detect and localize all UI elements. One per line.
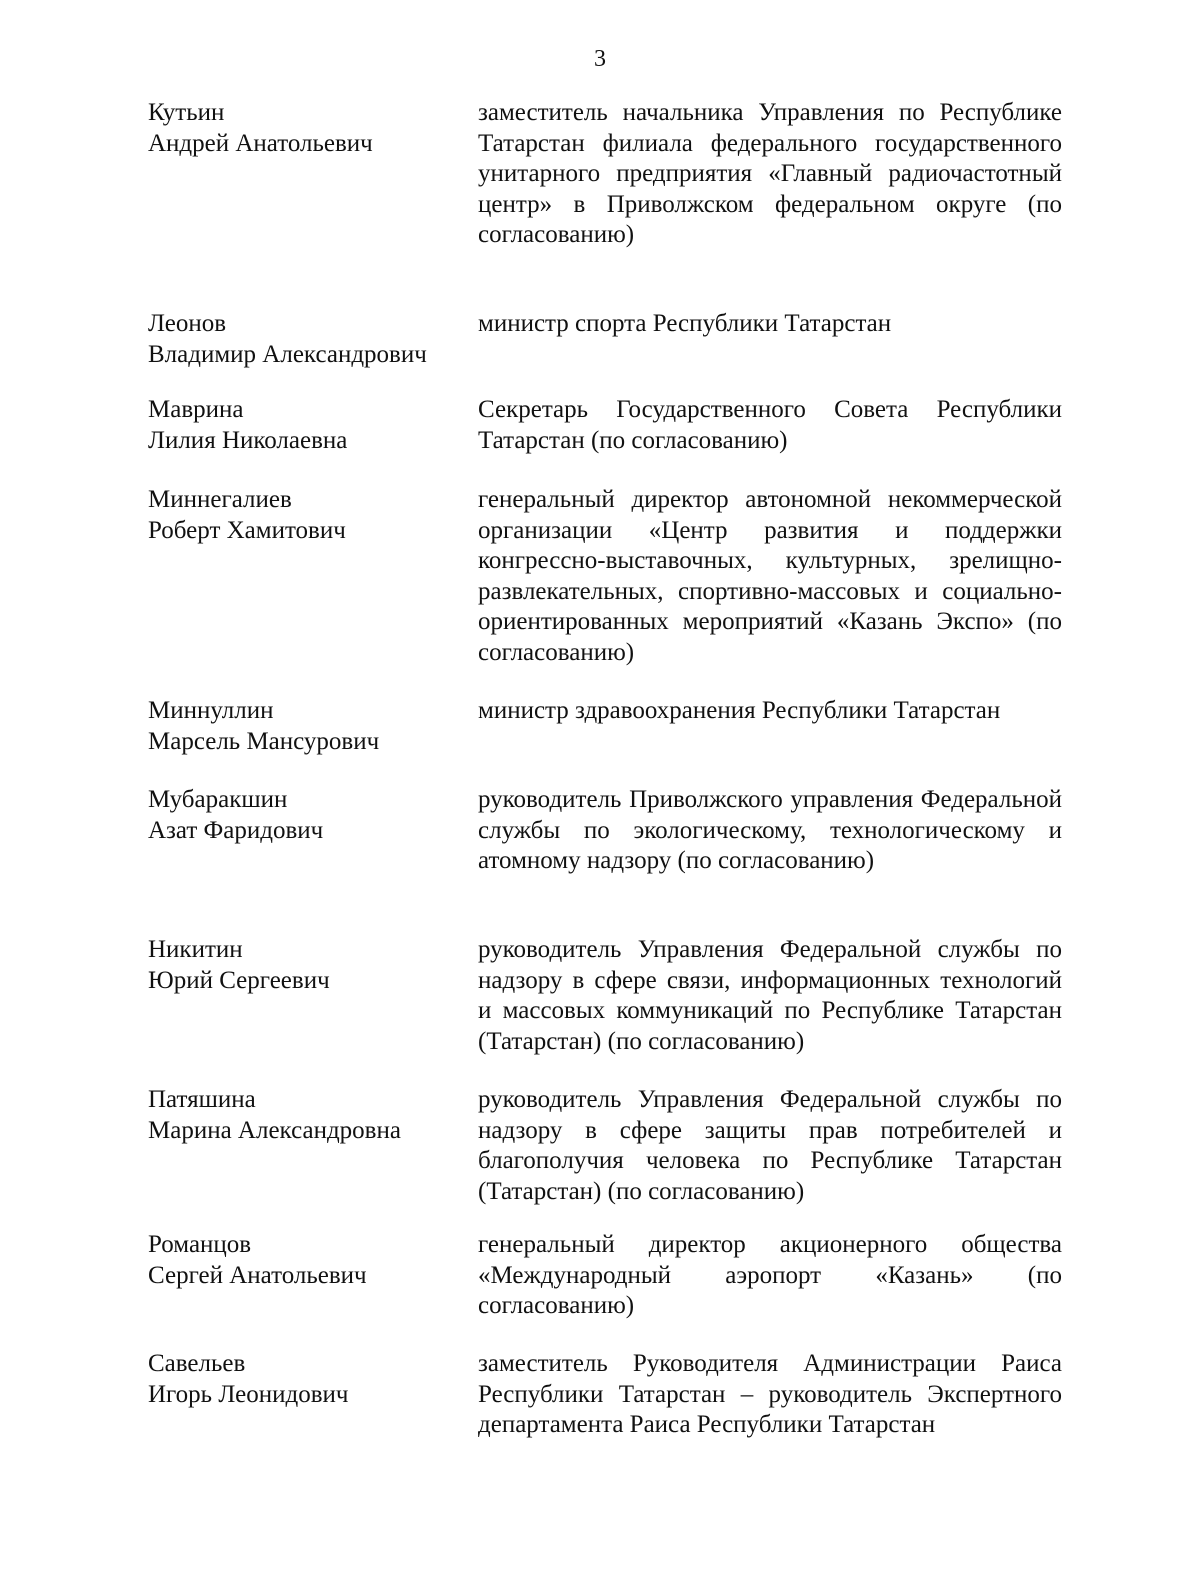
member-given-names: Игорь Леонидович (148, 1380, 349, 1408)
member-name (148, 935, 463, 996)
member-name (148, 395, 463, 456)
member-given-names: Сергей Анатольевич (148, 1261, 367, 1289)
member-given-names: Владимир Александрович (148, 340, 427, 368)
member-position: заместитель начальника Управления по Республике Татарстан филиала федерального государственного унитарного предприятия «Главный радиочастотный центр» в Приволжском федеральном округе (по согласованию) (478, 99, 1062, 248)
member-given-names: Марина Александровна (148, 1116, 401, 1144)
member-given-names: Азат Фаридович (148, 816, 324, 844)
member-surname: Патяшина (148, 1086, 256, 1113)
member-position: генеральный директор акционерного общества «Международный аэропорт «Казань» (по согласованию) (478, 1231, 1062, 1319)
member-given-names: Юрий Сергеевич (148, 966, 330, 994)
member-position: генеральный директор автономной некоммерческой организации «Центр развития и поддержки конгрессно-выставочных, культурных, зрелищно-развлекательных, спортивно-массовых и социально-ориентированных мероприятий «Казань Экспо» (по согласованию) (478, 486, 1062, 666)
member-given-names: Андрей Анатольевич (148, 129, 373, 157)
member-name (148, 98, 463, 159)
member-position: министр здравоохранения Республики Татарстан (478, 697, 1001, 724)
member-surname: Леонов (148, 310, 227, 337)
member-name (148, 1230, 463, 1291)
member-surname: Миннегалиев (148, 486, 292, 513)
member-surname: Маврина (148, 396, 244, 423)
member-given-names: Лилия Николаевна (148, 426, 348, 454)
page-number: 3 (594, 46, 606, 72)
member-name (148, 309, 463, 370)
member-name (148, 785, 463, 846)
member-position: Секретарь Государственного Совета Республики Татарстан (по согласованию) (478, 396, 1062, 454)
member-surname: Никитин (148, 936, 243, 963)
member-position: руководитель Приволжского управления Федеральной службы по экологическому, технологическому и атомному надзору (по согласованию) (478, 786, 1062, 874)
member-name (148, 1085, 463, 1146)
member-given-names: Марсель Мансурович (148, 727, 380, 755)
member-surname: Романцов (148, 1231, 252, 1258)
member-name (148, 1349, 463, 1410)
member-position: руководитель Управления Федеральной службы по надзору в сфере защиты прав потребителей и благополучия человека по Республике Татарстан (Татарстан) (по согласованию) (478, 1086, 1062, 1205)
member-surname: Савельев (148, 1350, 246, 1377)
member-name (148, 485, 463, 546)
member-given-names: Роберт Хамитович (148, 516, 346, 544)
member-position: руководитель Управления Федеральной службы по надзору в сфере связи, информационных технологий и массовых коммуникаций по Республике Татарстан (Татарстан) (по согласованию) (478, 936, 1062, 1055)
member-position: министр спорта Республики Татарстан (478, 310, 892, 337)
member-position: заместитель Руководителя Администрации Раиса Республики Татарстан – руководитель Экспертного департамента Раиса Республики Татарстан (478, 1350, 1062, 1438)
member-name (148, 696, 463, 757)
member-surname: Мубаракшин (148, 786, 288, 813)
member-surname: Миннуллин (148, 697, 274, 724)
member-surname: Кутьин (148, 99, 225, 126)
